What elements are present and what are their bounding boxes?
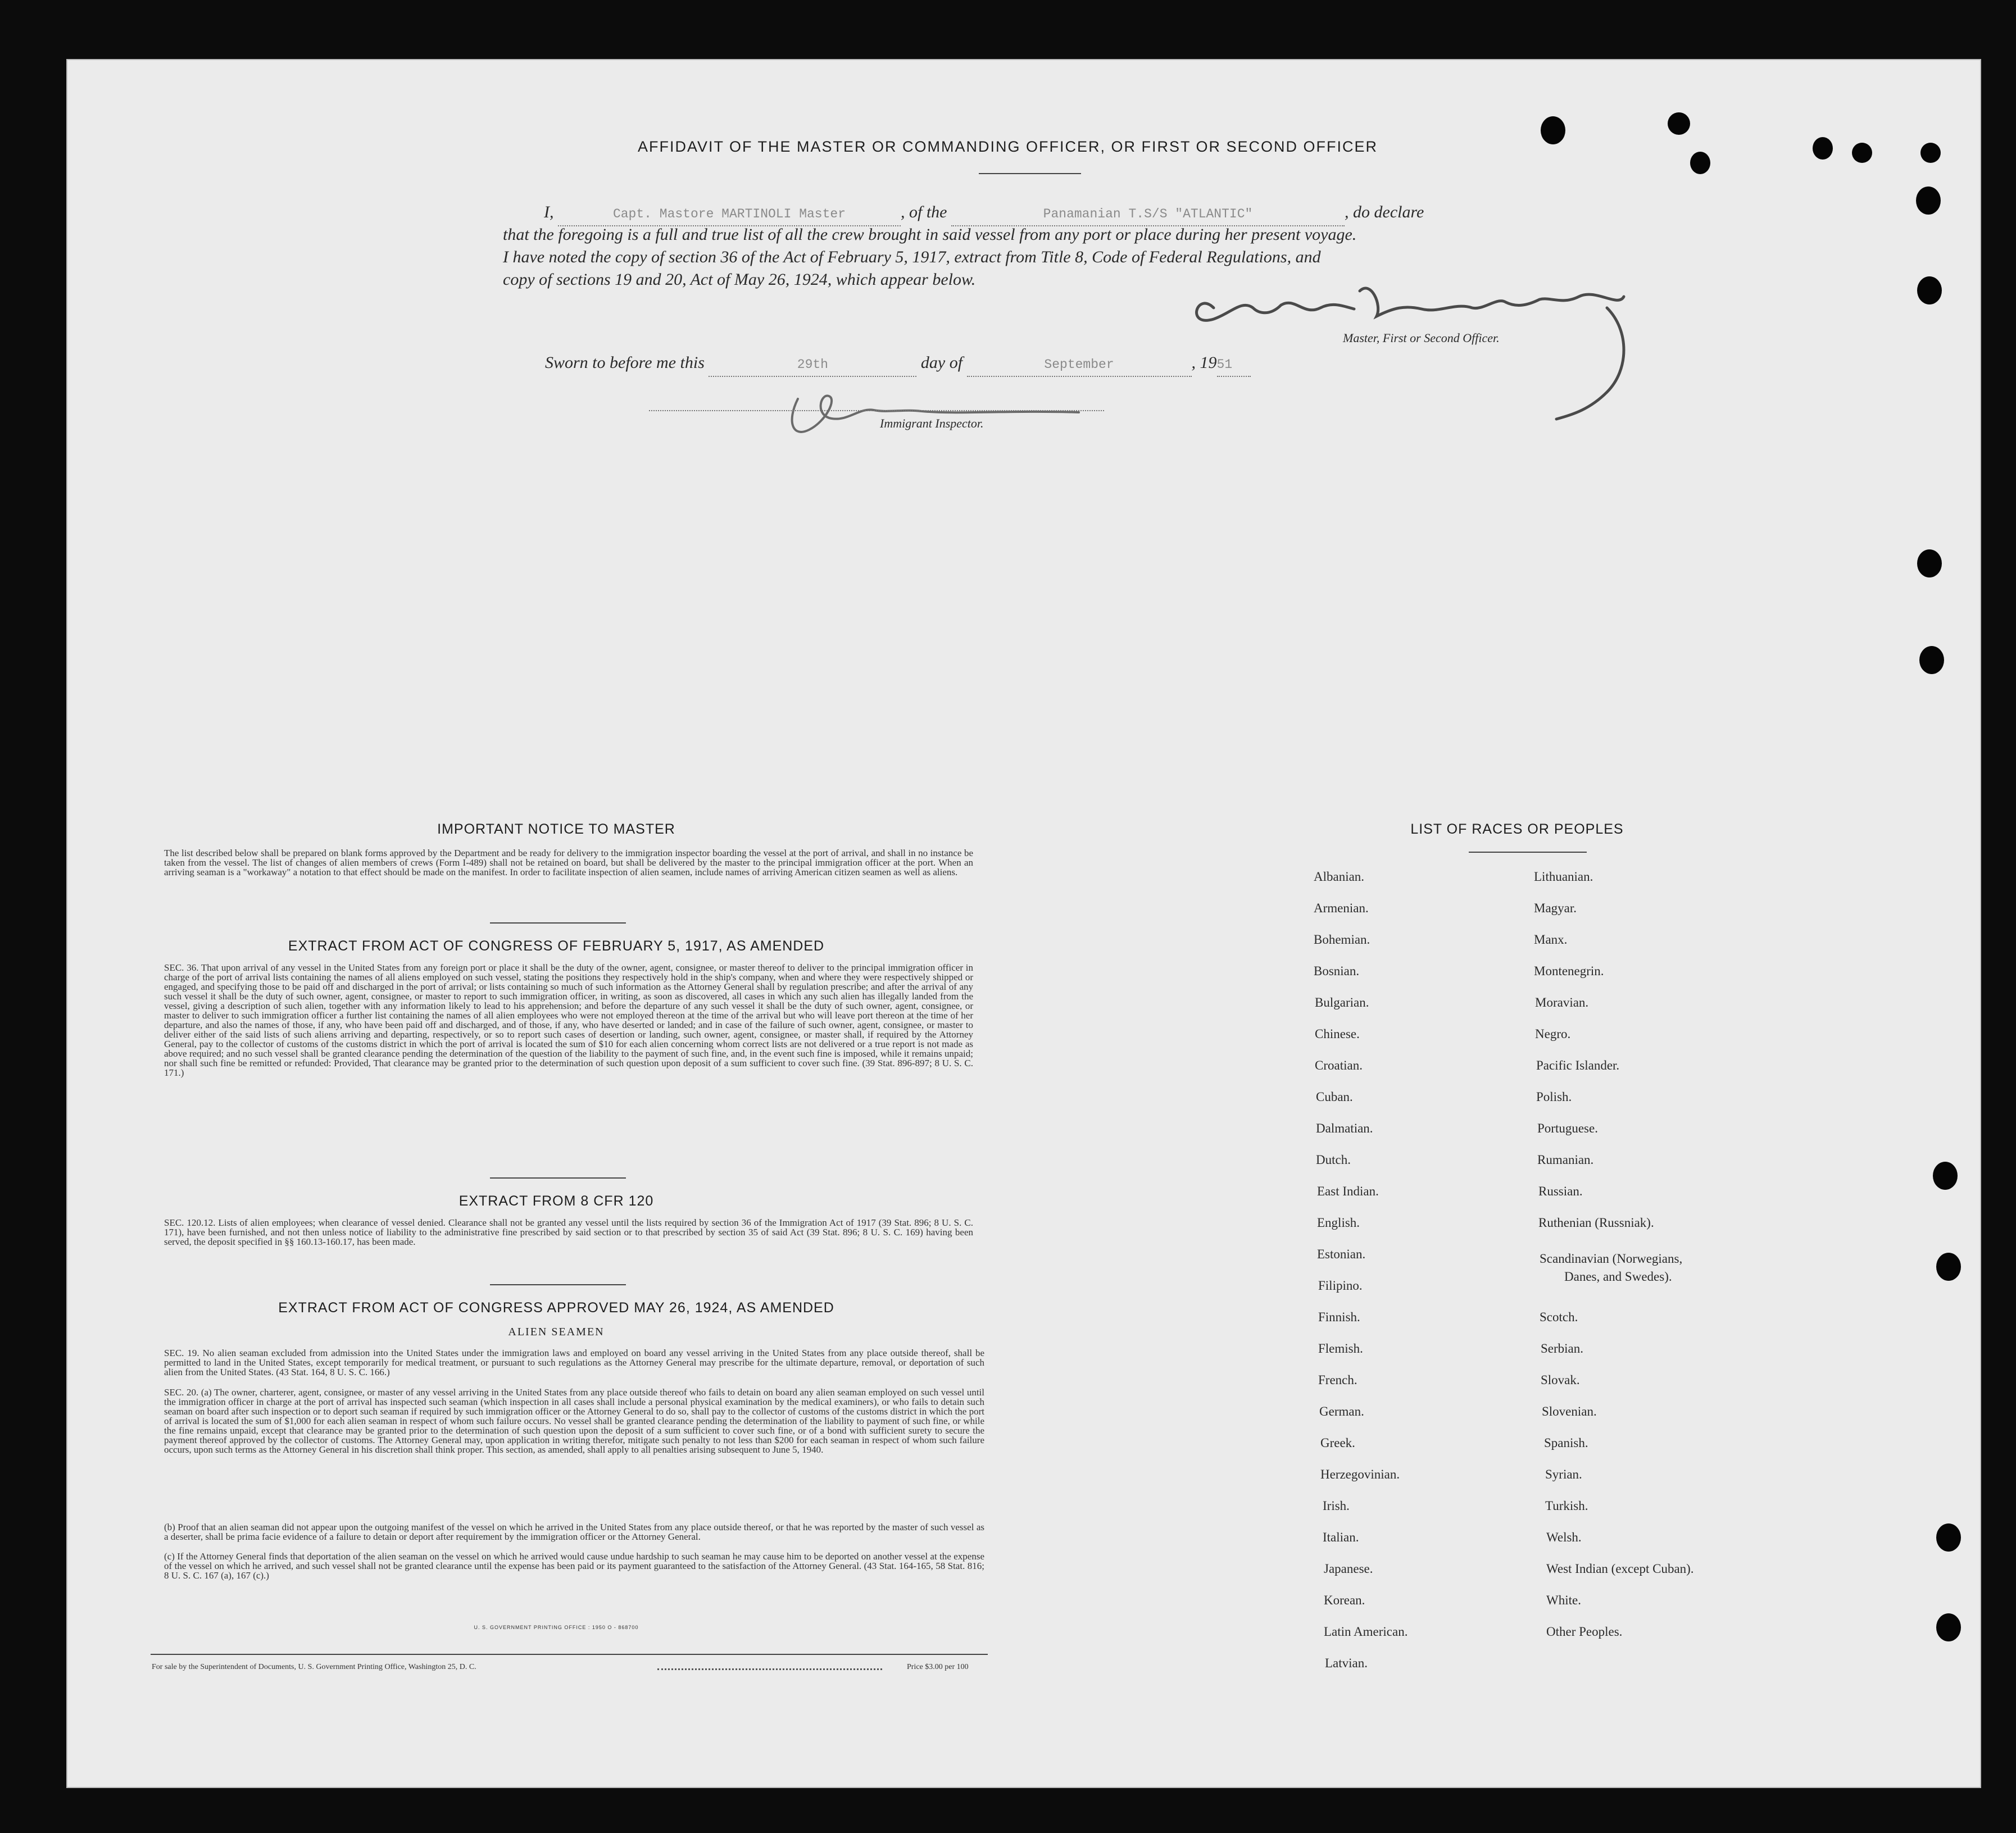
master-signature [1191, 274, 1641, 431]
race-right: White. [1546, 1593, 1581, 1607]
punch-hole [1690, 152, 1710, 174]
race-right: Pacific Islander. [1536, 1058, 1620, 1072]
race-left: Irish. [1323, 1499, 1350, 1513]
punch-hole [1917, 276, 1942, 304]
race-right: Scotch. [1540, 1310, 1578, 1324]
race-left: Dutch. [1316, 1153, 1351, 1167]
sec-20c: (c) If the Attorney General finds that deportation of the alien seaman on the vessel on which he arrived would cause undue hardship to such seaman he may cause him to be deported on another vessel at the expense of the vessel on which he arrived, and such vessel shall not be granted clearance until the expense has been paid or its payment guaranteed to the satisfaction of the Attorney General. (43 Stat. 164-165, 58 Stat. 816; 8 U. S. C. 167 (a), 167 (c).) [164, 1551, 984, 1581]
sec-19: SEC. 19. No alien seaman excluded from admission into the United States under the immigration laws and employed on board any vessel arriving in the United States from any place outside thereof, shall be permitted to land in the United States, except temporarily for medical treatment, or pursuant to such regulations as the Attorney General may prescribe for the ultimate departure, removal, or deportation of such alien from the United States. (43 Stat. 164, 8 U. S. C. 166.) [164, 1348, 984, 1377]
race-left: East Indian. [1317, 1184, 1379, 1198]
race-left: Greek. [1320, 1436, 1355, 1450]
race-right: Other Peoples. [1546, 1625, 1623, 1639]
race-left: English. [1317, 1216, 1360, 1230]
race-left: Armenian. [1314, 901, 1369, 915]
punch-hole [1933, 1162, 1958, 1190]
punch-hole [1813, 137, 1833, 160]
month-field [967, 352, 1192, 377]
vessel-name: Panamanian T.S/S "ATLANTIC" [1043, 207, 1253, 221]
extract-cfr-title: EXTRACT FROM 8 CFR 120 [458, 1193, 654, 1209]
of-the-label: , of the [901, 203, 947, 221]
race-left: German. [1319, 1404, 1364, 1418]
race-right: Serbian. [1541, 1341, 1584, 1356]
vessel-field [951, 201, 1345, 226]
race-left: Japanese. [1324, 1562, 1373, 1576]
race-left: Chinese. [1315, 1027, 1360, 1041]
sworn-year: 51 [1216, 357, 1233, 372]
sworn-month: September [1044, 357, 1114, 372]
race-right: Manx. [1534, 933, 1568, 947]
sworn-label: Sworn to before me this [545, 353, 705, 372]
race-left: Bohemian. [1314, 933, 1370, 947]
race-left: Estonian. [1317, 1247, 1366, 1261]
race-right: Ruthenian (Russniak). [1538, 1216, 1654, 1230]
punch-hole [1936, 1253, 1961, 1281]
master-caption: Master, First or Second Officer. [1343, 331, 1500, 345]
race-right: West Indian (except Cuban). [1546, 1562, 1694, 1576]
affidavit-title: AFFIDAVIT OF THE MASTER OR COMMANDING OFFICER, OR FIRST OR SECOND OFFICER [638, 138, 1378, 155]
race-left: Latin American. [1324, 1625, 1408, 1639]
race-right: Lithuanian. [1534, 870, 1593, 884]
section-rule [490, 1284, 626, 1285]
races-title: LIST OF RACES OR PEOPLES [1410, 821, 1624, 837]
race-left: Finnish. [1318, 1310, 1360, 1324]
race-left: Bulgarian. [1315, 995, 1369, 1009]
race-right: Rumanian. [1537, 1153, 1594, 1167]
race-left: Dalmatian. [1316, 1121, 1373, 1135]
race-right: Spanish. [1544, 1436, 1588, 1450]
day-of-label: day of [920, 353, 963, 372]
declaration-line-4: copy of sections 19 and 20, Act of May 26, 1924, which appear below. [503, 270, 976, 289]
declaration-line-1 [544, 201, 1424, 226]
sec-20b: (b) Proof that an alien seaman did not appear upon the outgoing manifest of the vessel on which he arrived in the United States from any place outside thereof, or that he was reported by the master of such vessel as a deserter, shall be prima facie evidence of a failure to detain or deport after requirement by the immigration officer or the Attorney General. [164, 1522, 984, 1542]
sworn-day: 29th [797, 357, 828, 372]
master-name-field [558, 201, 901, 226]
race-right: Polish. [1536, 1090, 1572, 1104]
race-right: Negro. [1535, 1027, 1571, 1041]
race-right: Montenegrin. [1534, 964, 1604, 978]
races-rule [1469, 852, 1587, 853]
race-right: Syrian. [1545, 1467, 1582, 1481]
section-rule [490, 1177, 626, 1179]
year-field [1217, 352, 1251, 377]
section-rule [490, 922, 626, 924]
punch-hole [1936, 1523, 1961, 1552]
extract-1917-title: EXTRACT FROM ACT OF CONGRESS OF FEBRUARY 5, 1917, AS AMENDED [288, 938, 825, 954]
inspector-caption: Immigrant Inspector. [880, 416, 984, 430]
race-left: Croatian. [1315, 1058, 1363, 1072]
declaration-line-2: that the foregoing is a full and true list of all the crew brought in said vessel from any port or place during her present voyage. [503, 225, 1357, 244]
gpo-imprint: U. S. GOVERNMENT PRINTING OFFICE : 1950 O - 868700 [474, 1625, 639, 1630]
extract-cfr-body: SEC. 120.12. Lists of alien employees; when clearance of vessel denied. Clearance shall not be granted any vessel until the lists required by section 36 of the Immigration Act of 1917 (39 Stat. 896; 8 U. S. C. 171), have been furnished, and not then unless notice of liability to the administrative fine prescribed by said section or to that prescribed by section 35 of said Act (39 Stat. 896; 8 U. S. C. 169) having been served, the deposit specified in §§ 160.13-160.17, has been made. [164, 1217, 973, 1247]
declaration-line-3: I have noted the copy of section 36 of the Act of February 5, 1917, extract from Title 8, Code of Federal Regulations, and [503, 248, 1321, 266]
punch-hole [1919, 646, 1944, 674]
race-right: Portuguese. [1537, 1121, 1598, 1135]
race-left: Albanian. [1314, 870, 1365, 884]
race-left: Flemish. [1318, 1341, 1363, 1356]
race-right: Danes, and Swedes). [1564, 1270, 1672, 1284]
punch-hole [1920, 143, 1941, 163]
extract-1924-subtitle: ALIEN SEAMEN [508, 1326, 605, 1338]
race-left: Korean. [1324, 1593, 1365, 1607]
race-left: Cuban. [1316, 1090, 1353, 1104]
punch-hole [1936, 1613, 1961, 1641]
year-prefix: , 19 [1191, 353, 1217, 372]
punch-hole [1916, 187, 1941, 215]
footer-rule [151, 1654, 988, 1655]
for-sale-note: For sale by the Superintendent of Documents, U. S. Government Printing Office, Washington 25, D. C. [152, 1663, 476, 1671]
race-right: Slovenian. [1542, 1404, 1597, 1418]
title-rule [979, 173, 1081, 174]
race-right: Moravian. [1535, 995, 1589, 1009]
race-left: Italian. [1323, 1530, 1359, 1544]
punch-hole [1541, 116, 1565, 144]
race-right: Welsh. [1546, 1530, 1582, 1544]
inspector-line [649, 410, 1104, 411]
race-left: French. [1318, 1373, 1357, 1387]
do-declare-label: , do declare [1345, 203, 1424, 221]
extract-1924-title: EXTRACT FROM ACT OF CONGRESS APPROVED MAY 26, 1924, AS AMENDED [278, 1300, 834, 1316]
day-field [709, 352, 916, 377]
race-left: Latvian. [1325, 1656, 1368, 1670]
punch-hole [1668, 112, 1690, 135]
price-note: Price $3.00 per 100 [907, 1663, 969, 1671]
notice-title: IMPORTANT NOTICE TO MASTER [437, 821, 675, 837]
race-right: Russian. [1538, 1184, 1583, 1198]
punch-hole [1852, 143, 1872, 163]
race-right: Scandinavian (Norwegians, [1540, 1252, 1683, 1266]
extract-1917-body: SEC. 36. That upon arrival of any vessel in the United States from any foreign port or place it shall be the duty of the owner, agent, consignee, or master thereof to deliver to the principal immigration officer in charge of the port of arrival lists containing the names of all aliens employed on such vessel, stating the positions they respectively hold in the ship's company, when and where they were respectively shipped or engaged, and specifying those to be paid off and discharged in the port of arrival; or lists containing so much of such information as the Attorney General shall by regulation prescribe; and after the arrival of any such vessel it shall be the duty of such owner, agent, consignee, or master to report to such immigration officer, in writing, as soon as discovered, all cases in which any such alien has illegally landed from the vessel, giving a description of such alien, together with any information likely to lead to his apprehension; and before the departure of any such vessel it shall be the duty of such owner, agent, consignee, or master to deliver to such immigration officer a further list containing the names of all alien employees who were not employed thereon at the time of the arrival but who will leave port thereon at the time of her departure, and also the names of those, if any, who have been paid off and discharged, and of those, if any, who have deserted or landed; and in case of the failure of such owner, agent, consignee, or master to deliver either of the said lists of such aliens arriving and departing, respectively, or so to report such cases of desertion or landing, such owner, agent, consignee, or master shall, if required by the Attorney General, pay to the collector of customs of the customs district in which the port of arrival is located the sum of $10 for each alien concerning whom correct lists are not delivered or a true report is not made as above required; and no such vessel shall be granted clearance pending the determination of the question of the liability to the payment of such fine, and, in the event such fine is imposed, while it remains unpaid; nor shall such fine be remitted or refunded: Provided, That clearance may be granted prior to the determination of such question upon deposit of a sum sufficient to cover such fine. (39 Stat. 896-897; 8 U. S. C. 171.) [164, 962, 973, 1078]
race-right: Turkish. [1545, 1499, 1588, 1513]
race-left: Filipino. [1318, 1279, 1363, 1293]
master-name: Capt. Mastore MARTINOLI Master [612, 207, 846, 221]
race-right: Magyar. [1534, 901, 1577, 915]
sec-20a: SEC. 20. (a) The owner, charterer, agent, consignee, or master of any vessel arriving in the United States from any place outside thereof who fails to detain on board any alien seaman employed on such vessel until the immigration officer in charge at the port of arrival has inspected such seaman (which inspection in all cases shall include a personal physical examination by the medical examiners), or who fails to detain such seaman on board after such inspection or to deport such seaman if required by such immigration officer or the Attorney General to do so, shall pay to the collector of customs of the customs district in which the port of arrival is located the sum of $1,000 for each alien seaman in respect of whom such failure occurs. No vessel shall be granted clearance pending the determination of the liability to payment of such fine, or while the fine remains unpaid, except that clearance may be granted prior to the determination of such question upon the deposit of a sum sufficient to cover such fine, or of a bond with sufficient surety to secure the payment thereof approved by the collector of customs. The Attorney General may, upon application in writing therefor, mitigate such penalty to not less than $200 for each seaman in respect of whom such failure occurs, upon such terms as the Attorney General in his discretion shall think proper. This section, as amended, shall apply to all penalties arising subsequent to June 5, 1940. [164, 1387, 984, 1455]
notice-body: The list described below shall be prepared on blank forms approved by the Department and be ready for delivery to the immigration inspector boarding the vessel at the port of arrival, and shall in no instance be taken from the vessel. The list of changes of alien members of crews (Form I-489) shall not be retained on board, but shall be delivered by the master to the principal immigration officer at the port. When an arriving seaman is a "workaway" a notation to that effect should be made on the manifest. In order to facilitate inspection of alien seamen, include names of arriving American citizen seamen as well as aliens. [164, 848, 973, 877]
declaration-i: I, [544, 203, 554, 221]
race-right: Slovak. [1541, 1373, 1580, 1387]
race-left: Herzegovinian. [1320, 1467, 1400, 1481]
punch-hole [1917, 549, 1942, 577]
footer-leader [657, 1668, 882, 1670]
race-left: Bosnian. [1314, 964, 1360, 978]
sworn-line [545, 352, 1251, 377]
